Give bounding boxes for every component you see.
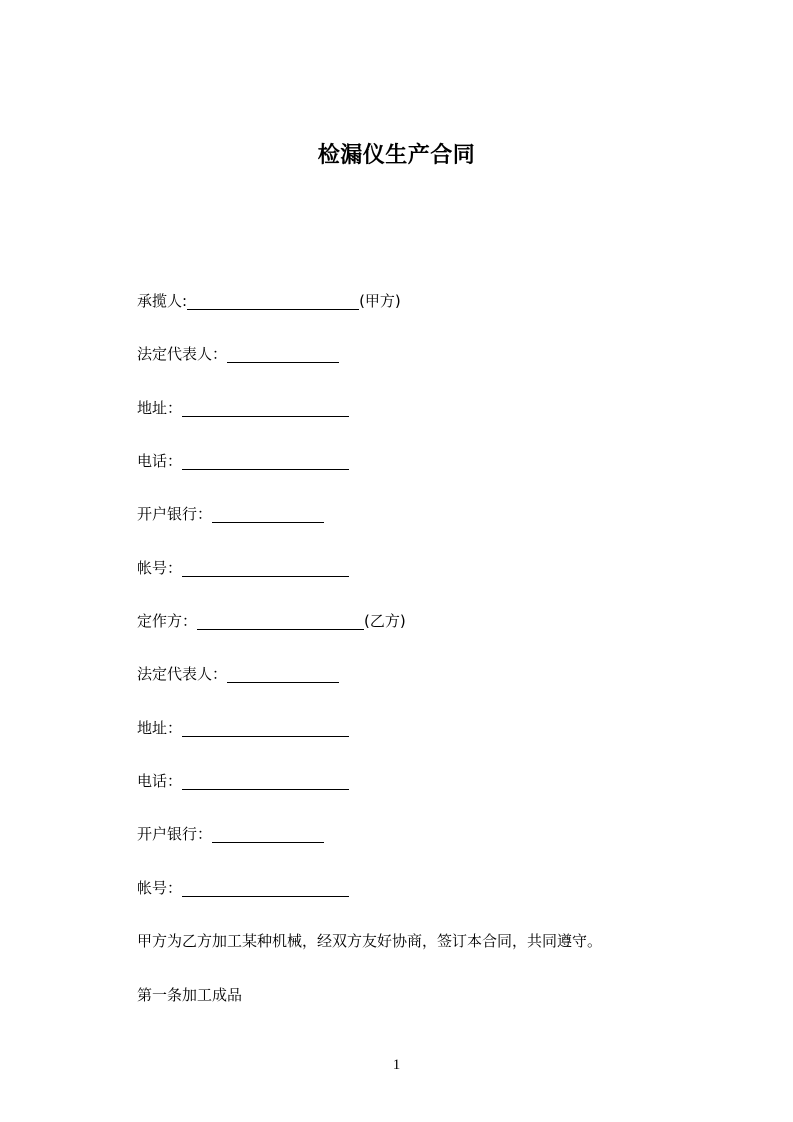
account-blank[interactable]: [182, 879, 349, 897]
party-b-orderer-line: [137, 611, 406, 631]
page-number: 1: [392, 1057, 401, 1073]
party-a-suffix: (甲方): [359, 292, 401, 310]
legal-rep-blank[interactable]: [227, 665, 339, 683]
account-blank[interactable]: [182, 559, 349, 577]
party-b-phone-line: [137, 771, 349, 791]
party-a-bank-line: [137, 504, 324, 524]
contractor-blank[interactable]: [187, 292, 359, 310]
phone-label: 电话：: [137, 772, 183, 790]
contractor-label: 承揽人:: [137, 292, 188, 310]
party-b-legal-rep-line: [137, 664, 339, 684]
orderer-blank[interactable]: [197, 612, 364, 630]
legal-rep-label: 法定代表人：: [137, 665, 228, 683]
party-b-suffix: (乙方): [364, 612, 406, 630]
party-a-legal-rep-line: [137, 344, 339, 364]
legal-rep-label: 法定代表人：: [137, 345, 228, 363]
address-blank[interactable]: [182, 719, 349, 737]
orderer-label: 定作方：: [137, 612, 198, 630]
address-blank[interactable]: [182, 399, 349, 417]
party-a-address-line: [137, 398, 349, 418]
party-a-account-line: [137, 558, 349, 578]
bank-blank[interactable]: [212, 825, 324, 843]
party-a-contractor-line: [137, 291, 401, 311]
party-b-bank-line: [137, 824, 324, 844]
bank-label: 开户银行：: [137, 825, 213, 843]
document-title: 检漏仪生产合同: [317, 143, 476, 168]
intro-paragraph: 甲方为乙方加工某种机械，经双方友好协商，签订本合同，共同遵守。: [137, 932, 603, 950]
legal-rep-blank[interactable]: [227, 345, 339, 363]
bank-blank[interactable]: [212, 505, 324, 523]
party-b-address-line: [137, 718, 349, 738]
party-a-phone-line: [137, 451, 349, 471]
address-label: 地址：: [137, 719, 183, 737]
phone-blank[interactable]: [182, 452, 349, 470]
address-label: 地址：: [137, 399, 183, 417]
phone-label: 电话：: [137, 452, 183, 470]
phone-blank[interactable]: [182, 772, 349, 790]
account-label: 帐号：: [137, 879, 183, 897]
article-1-heading: 第一条加工成品: [137, 986, 243, 1004]
bank-label: 开户银行：: [137, 505, 213, 523]
account-label: 帐号：: [137, 559, 183, 577]
party-b-account-line: [137, 878, 349, 898]
